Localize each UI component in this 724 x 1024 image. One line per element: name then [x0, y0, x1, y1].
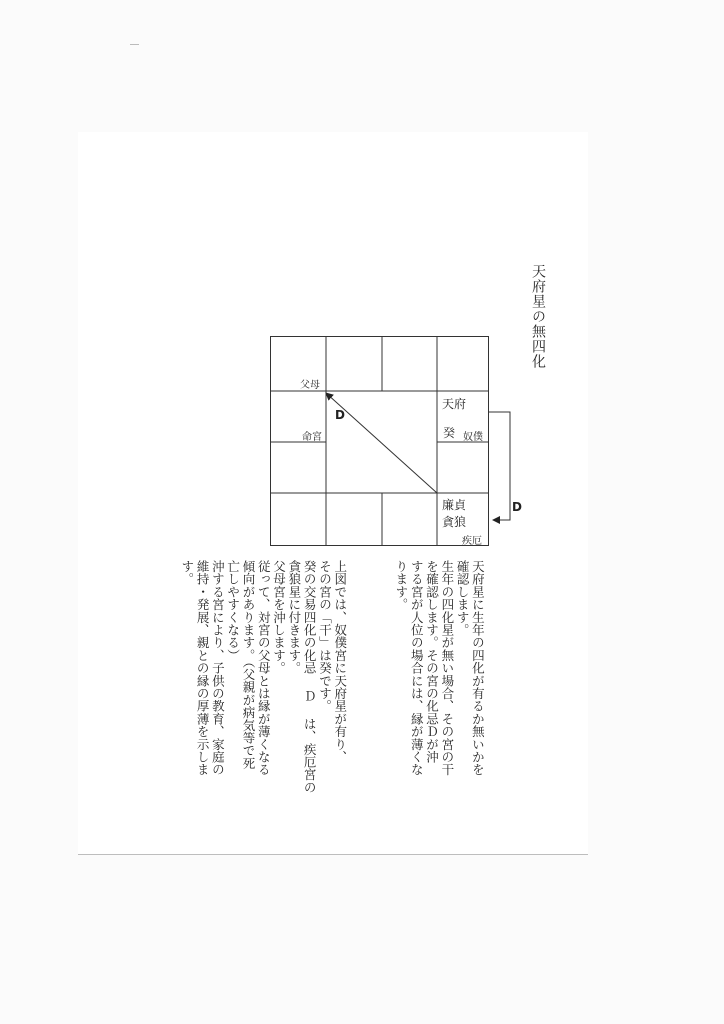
star-tenpu: 天府 — [442, 397, 467, 411]
paragraph-intro: 天府星に生年の四化が有るか無いかを 確認します。 生年の四化星が無い場合、その宮の干 を確認します。その宮の化忌Ｄが沖 する宮が人位の場合には、縁が薄くな ります。 — [393, 560, 486, 776]
scan-mark — [130, 44, 139, 45]
paragraph-example: 上図では、奴僕宮に天府星が有り、 その宮の「干」は癸です。 癸の交易四化の化忌 Ｄ は、疾厄宮の 貪狼星に付きます。 父母宮を沖します。 従って、対宮の父母とは縁が薄くなる 傾向があります。（父親が病気等で死 亡しやすくなる） 沖する宮により、子供の教育、家庭の 維持・発展、親との縁の厚薄を示しま す。 — [179, 560, 348, 794]
hua-ji-d-outer: D — [512, 500, 522, 514]
hua-ji-arrow-outer — [489, 412, 510, 520]
page-title: 天府星の無四化 — [530, 264, 546, 369]
palace-label-shitsuyaku: 疾厄 — [462, 536, 482, 547]
star-tanro: 貪狼 — [442, 515, 467, 529]
stem-ki: 癸 — [443, 426, 456, 440]
body-text — [179, 560, 516, 830]
hua-ji-d-inner: D — [335, 408, 345, 422]
palace-label-fubo: 父母 — [300, 380, 320, 391]
palace-chart — [270, 336, 520, 555]
palace-label-meigu: 命宮 — [302, 432, 322, 443]
star-renzhen: 廉貞 — [442, 498, 467, 512]
palace-label-nuboku: 奴僕 — [463, 432, 483, 443]
palace-chart-grid — [270, 336, 520, 551]
